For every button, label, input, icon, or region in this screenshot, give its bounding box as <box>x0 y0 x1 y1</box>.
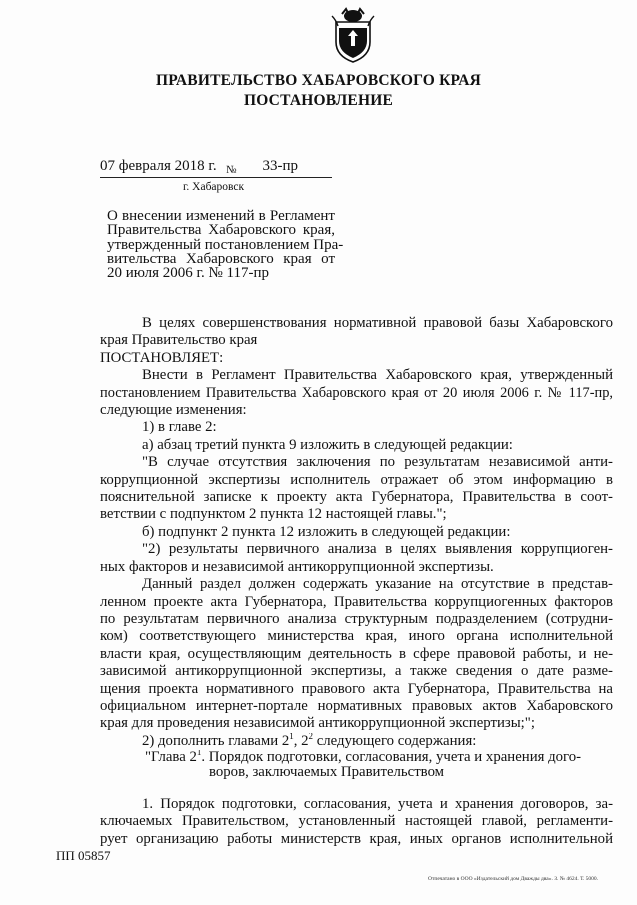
body-line: ных факторов и независимой антикоррупционной экспертизы. <box>100 558 494 575</box>
body-line: следующие изменения: <box>100 402 247 419</box>
number-sign: № <box>226 164 237 176</box>
document-body <box>100 315 613 750</box>
body-text-part: следующего содержания: <box>313 732 477 749</box>
body-line: края Правительство края <box>100 332 258 349</box>
superscript: 1 <box>289 732 294 741</box>
document-number: 33-пр <box>262 158 299 174</box>
body-line: края для проведения независимой антикоррупционной экспертизы;"; <box>100 715 535 732</box>
body-line: 1) в главе 2: <box>142 419 217 436</box>
number-underline <box>182 177 332 178</box>
coat-of-arms-emblem <box>330 6 376 64</box>
chapter-heading-line: воров, заключаемых Правительством <box>209 764 445 780</box>
document-date: 07 февраля 2018 г. <box>100 158 217 174</box>
body-line: В целях совершенствования нормативной правовой базы Хабаровского <box>142 315 613 331</box>
body-line: б) подпункт 2 пункта 12 изложить в следующей редакции: <box>142 523 511 540</box>
government-title: ПРАВИТЕЛЬСТВО ХАБАРОВСКОГО КРАЯ <box>155 72 482 89</box>
body-line: ключаемых Правительством, установленный настоящей главой, регламенти- <box>100 813 613 830</box>
subject-line: утвержденный постановлением Пра- <box>107 236 344 253</box>
chapter-heading-part: . Порядок подготовки, согласования, учета и хранения дого- <box>201 750 582 765</box>
document-type: ПОСТАНОВЛЕНИЕ <box>243 92 394 109</box>
body-line: власти края, осуществляющим деятельность в сфере правовой работы, и не- <box>100 645 613 662</box>
document-body-continued <box>100 796 613 848</box>
chapter-heading <box>145 750 581 779</box>
subject-line: О внесении изменений в Регламент <box>107 208 335 224</box>
subject-line: Правительства Хабаровского края, <box>107 222 335 239</box>
body-line: щения проекта нормативного правового акта Губернатора, Правительства на <box>100 680 613 697</box>
printer-note: Отпечатано в ООО «Издательский дом Дважды два». З. № 4624. Т. 5000. <box>428 876 599 882</box>
document-subject <box>107 208 344 282</box>
body-line: ветствии с подпунктом 2 пункта 12 настоящей главы."; <box>100 506 447 523</box>
city: г. Хабаровск <box>183 181 245 193</box>
body-line: ленном проекте акта Губернатора, Правительства коррупциогенных факторов <box>100 593 613 610</box>
superscript: 2 <box>308 732 314 741</box>
body-line: Внести в Регламент Правительства Хабаровского края, утвержденный <box>142 367 613 384</box>
body-line <box>100 733 613 750</box>
chapter-heading-part: "Глава 2 <box>145 750 197 765</box>
document-number-block <box>226 158 363 175</box>
body-line: а) абзац третий пункта 9 изложить в следующей редакции: <box>142 436 513 453</box>
resolves-keyword: ПОСТАНОВЛЯЕТ: <box>100 349 224 366</box>
chapter-heading-line <box>145 750 581 765</box>
body-line: пояснительной записке к проекту акта Губернатора, Правительства в соот- <box>100 489 613 506</box>
body-line: по результатам первичного анализа структурным подразделением (сотрудни- <box>100 610 613 627</box>
superscript: 1 <box>196 750 202 758</box>
subject-line: 20 июля 2006 г. № 117-пр <box>107 265 269 282</box>
body-line: рует организацию работы министерств края, иных органов исполнительной <box>100 830 613 847</box>
body-line: официальном интернет-портале нормативных правовых актов Хабаровского <box>100 697 613 714</box>
body-text-part: 2) дополнить главами 2 <box>142 732 290 749</box>
body-text-part: , 2 <box>293 732 309 749</box>
body-line: Данный раздел должен содержать указание на отсутствие в представ- <box>142 576 613 593</box>
body-line: "2) результаты первичного анализа в целях выявления коррупциоген- <box>142 541 613 558</box>
body-line: "В случае отсутствия заключения по результатам независимой анти- <box>142 454 613 471</box>
body-line: зависимой антикоррупционной экспертизы, а также сведения о дате разме- <box>100 663 613 680</box>
body-line: коррупционной экспертизы исполнитель отражает об этом информацию в <box>100 471 613 488</box>
body-line: 1. Порядок подготовки, согласования, учета и хранения договоров, за- <box>142 796 613 812</box>
footer-code: ПП 05857 <box>56 848 111 863</box>
body-line: постановлением Правительства Хабаровского края от 20 июля 2006 г. № 117-пр, <box>100 384 613 401</box>
subject-line: вительства Хабаровского края от <box>107 250 335 267</box>
body-line: ком) соответствующего министерства края, иного органа исполнительной <box>100 628 613 645</box>
